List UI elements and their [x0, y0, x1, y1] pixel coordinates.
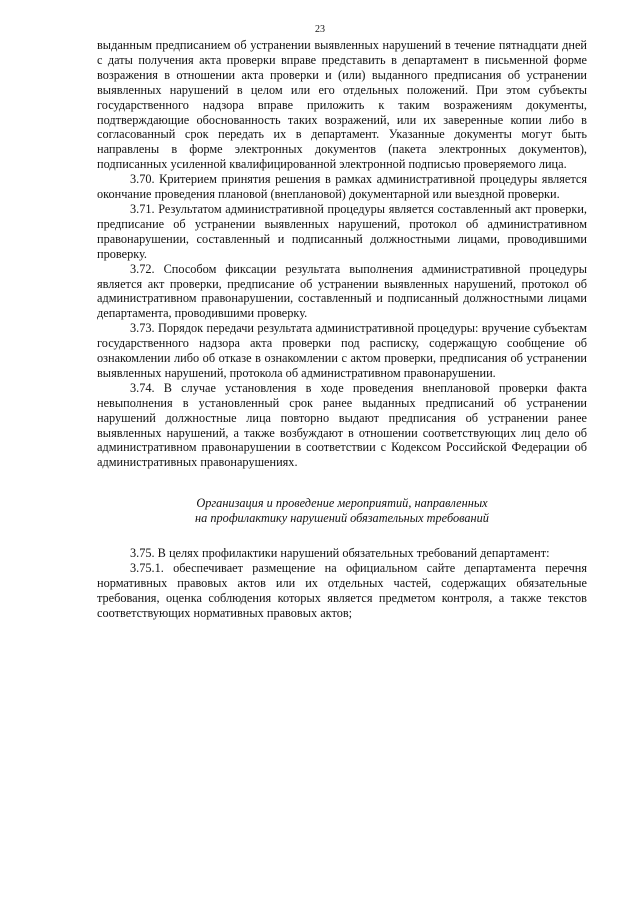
section-heading-line-1: Организация и проведение мероприятий, направленных — [196, 496, 488, 511]
page-number: 23 — [315, 24, 325, 35]
document-body — [97, 38, 587, 621]
section-heading — [97, 496, 587, 526]
paragraph-3-70: 3.70. Критерием принятия решения в рамках административной процедуры является окончание проведения плановой (внеплановой) документарной или выездной проверки. — [97, 172, 587, 202]
paragraph-3-72: 3.72. Способом фиксации результата выполнения административной процедуры является акт проверки, предписание об устранении выявленных нарушений, протокол об административном правонарушении, составленный и подписанный должностными лицами департамента, проводившими проверку. — [97, 261, 587, 321]
section-heading-line-2: на профилактику нарушений обязательных требований — [195, 511, 489, 526]
paragraph-3-74: 3.74. В случае установления в ходе проведения внеплановой проверки факта невыполнения в установленный срок ранее выданных предписаний об устранении нарушений должностные лица повторно выдают предписания об устранении ранее выявленных нарушений, а также возбуждают в отношении соответствующих лиц дело об административном правонарушении в соответствии с Кодексом Российской Федерации об административных правонарушениях. — [97, 380, 587, 470]
paragraph-3-75-1: 3.75.1. обеспечивает размещение на официальном сайте департамента перечня нормативных правовых актов или их отдельных частей, содержащих обязательные требования, оценка соблюдения которых является предметом контроля, а также текстов соответствующих нормативных правовых актов; — [97, 561, 587, 620]
paragraph-3-71: 3.71. Результатом административной процедуры является составленный акт проверки, предписание об устранении выявленных нарушений, протокол об административном правонарушении, составленный и подписанный должностными лицами, проводившими проверку. — [97, 201, 587, 261]
paragraph-3-73: 3.73. Порядок передачи результата административной процедуры: вручение субъектам государственного надзора акта проверки под расписку, содержащую сообщение об ознакомлении либо об отказе в ознакомлении с актом проверки, предписания об устранении выявленных нарушений, протокола об административном правонарушении. — [97, 321, 587, 380]
paragraph-3-75: 3.75. В целях профилактики нарушений обязательных требований департамент: — [130, 546, 550, 561]
paragraph-continuation: выданным предписанием об устранении выявленных нарушений в течение пятнадцати дней с даты получения акта проверки вправе представить в департамент в письменной форме возражения в отношении акта проверки и (или) выданного предписания об устранении выявленных нарушений в целом или его отдельных положений. При этом субъекты государственного надзора вправе приложить к таким возражениям документы, подтверждающие обоснованность таких возражений, или их заверенные копии либо в согласованный срок передать их в департамент. Указанные документы могут быть направлены в форме электронных документов (пакета электронных документов), подписанных усиленной квалифицированной электронной подписью проверяемого лица. — [97, 38, 587, 172]
